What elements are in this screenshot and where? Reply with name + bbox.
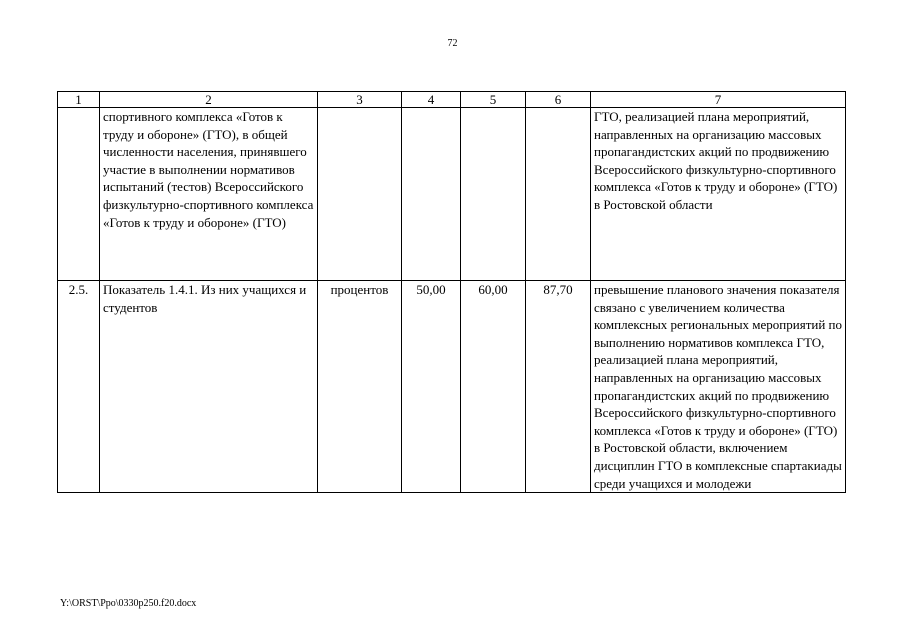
table-row bbox=[58, 108, 846, 281]
explanation-cell: ГТО, реализацией плана мероприятий, направленных на организацию массовых пропагандистских акций по продвижению Всероссийского физкультурно-спортивного комплекса «Готов к труду и обороне» (ГТО) в Ростовской области bbox=[591, 108, 846, 281]
table-header-row bbox=[58, 92, 846, 108]
column-header: 1 bbox=[58, 92, 100, 108]
column-header: 2 bbox=[100, 92, 318, 108]
value-cell: 87,70 bbox=[526, 281, 591, 493]
column-header: 4 bbox=[402, 92, 461, 108]
report-table bbox=[57, 91, 846, 493]
page-number: 72 bbox=[447, 38, 458, 49]
value-cell bbox=[461, 108, 526, 281]
column-header: 6 bbox=[526, 92, 591, 108]
file-path-footer: Y:\ORST\Ppo\0330p250.f20.docx bbox=[60, 598, 197, 609]
column-header: 7 bbox=[591, 92, 846, 108]
table-row bbox=[58, 281, 846, 493]
explanation-cell: превышение планового значения показателя связано с увеличением количества комплексных региональных мероприятий по выполнению нормативов комплекса ГТО, реализацией плана мероприятий, направленных на организацию массовых пропагандистских акций по продвижению Всероссийского физкультурно-спортивного комплекса «Готов к труду и обороне» (ГТО) в Ростовской области, включением дисциплин ГТО в комплексные спартакиады среди учащихся и молодежи bbox=[591, 281, 846, 493]
unit-cell: процентов bbox=[318, 281, 402, 493]
value-cell bbox=[402, 108, 461, 281]
value-cell: 50,00 bbox=[402, 281, 461, 493]
indicator-name-cell: спортивного комплекса «Готов к труду и обороне» (ГТО), в общей численности населения, принявшего участие в выполнении нормативов испытаний (тестов) Всероссийского физкультурно-спортивного комплекса «Готов к труду и обороне» (ГТО) bbox=[100, 108, 318, 281]
row-number-cell: 2.5. bbox=[58, 281, 100, 493]
row-number-cell bbox=[58, 108, 100, 281]
indicator-name-cell: Показатель 1.4.1. Из них учащихся и студентов bbox=[100, 281, 318, 493]
column-header: 3 bbox=[318, 92, 402, 108]
unit-cell bbox=[318, 108, 402, 281]
value-cell bbox=[526, 108, 591, 281]
column-header: 5 bbox=[461, 92, 526, 108]
value-cell: 60,00 bbox=[461, 281, 526, 493]
